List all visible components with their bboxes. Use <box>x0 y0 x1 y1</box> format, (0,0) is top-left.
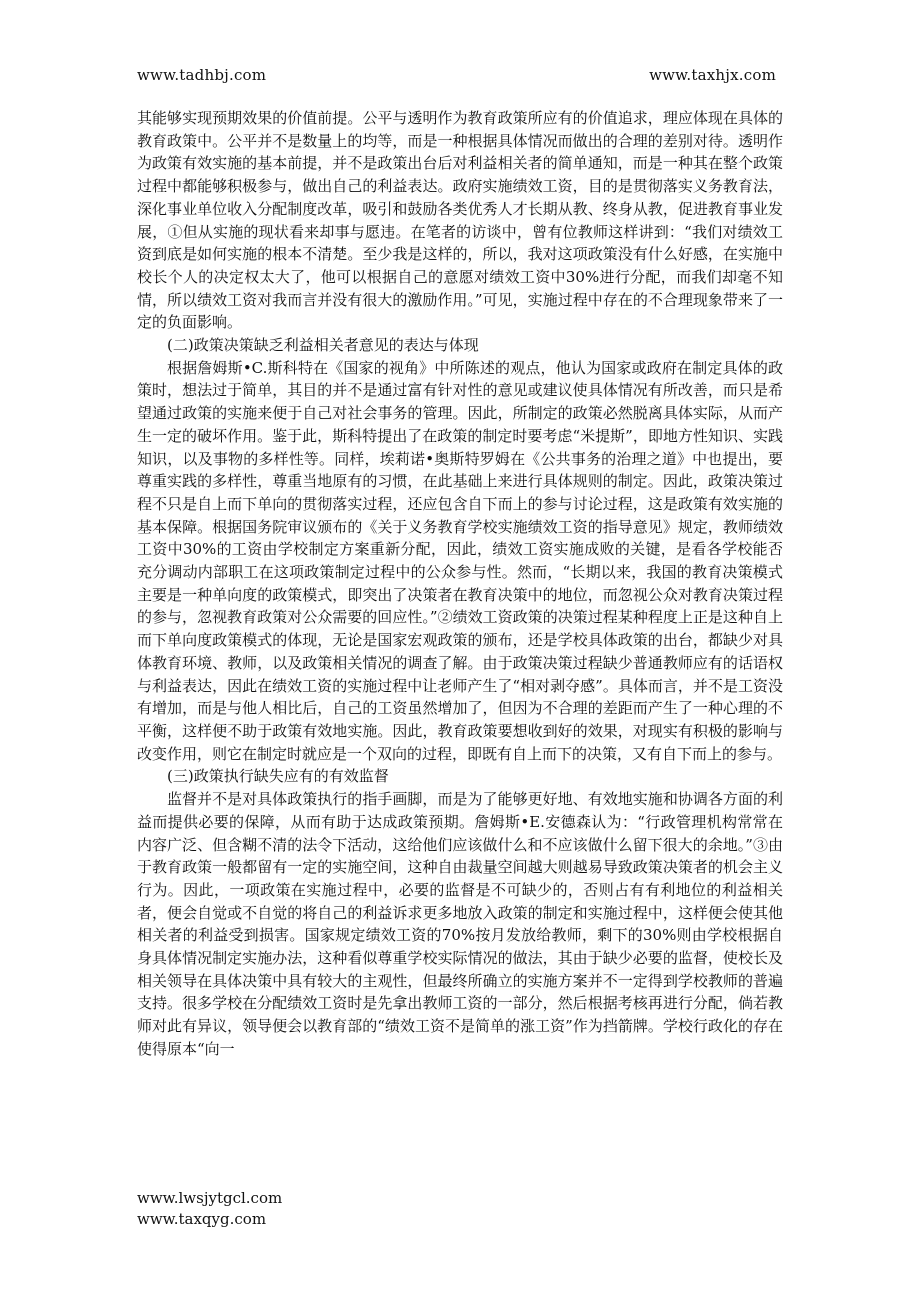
footer-links <box>137 1188 282 1230</box>
footer-link-1[interactable]: www.lwsjytgcl.com <box>137 1189 283 1207</box>
footer-link-2[interactable]: www.taxqyg.com <box>137 1210 267 1228</box>
paragraph-section-2: 根据詹姆斯•C.斯科特在《国家的视角》中所陈述的观点，他认为国家或政府在制定具体的政策时，想法过于简单，其目的并不是通过富有针对性的意见或建议使具体情况有所改善，而只是希望通过政策的实施来便于自己对社会事务的管理。因此，所制定的政策必然脱离具体实际，从而产生一定的破坏作用。鉴于此，斯科特提出了在政策的制定时要考虑“米提斯”，即地方性知识、实践知识，以及事物的多样性等。同样，埃莉诺•奥斯特罗姆在《公共事务的治理之道》中也提出，要尊重实践的多样性，尊重当地原有的习惯，在此基础上来进行具体规则的制定。因此，政策决策过程不只是自上而下单向的贯彻落实过程，还应包含自下而上的参与讨论过程，这是政策有效实施的基本保障。根据国务院审议颁布的《关于义务教育学校实施绩效工资的指导意见》规定，教师绩效工资中30%的工资由学校制定方案重新分配，因此，绩效工资实施成败的关键，是看各学校能否充分调动内部职工在这项政策制定过程中的公众参与性。然而，“长期以来，我国的教育决策模式主要是一种单向度的政策模式，即突出了决策者在教育决策中的地位，而忽视公众对教育决策过程的参与，忽视教育政策对公众需要的回应性。”②绩效工资政策的决策过程某种程度上正是这种自上而下单向度政策模式的体现，无论是国家宏观政策的颁布，还是学校具体政策的出台，都缺少对具体教育环境、教师，以及政策相关情况的调查了解。由于政策决策过程缺少普通教师应有的话语权与利益表达，因此在绩效工资的实施过程中让老师产生了“相对剥夺感”。具体而言，并不是工资没有增加，而是与他人相比后，自己的工资虽然增加了，但因为不合理的差距而产生了一种心理的不平衡，这样便不助于政策有效地实施。因此，教育政策要想收到好的效果，对现实有积极的影响与改变作用，则它在制定时就应是一个双向的过程，即既有自上而下的决策，又有自下而上的参与。 <box>137 358 783 763</box>
header-right-link[interactable]: www.taxhjx.com <box>649 66 776 84</box>
section-heading-3: (三)政策执行缺失应有的有效监督 <box>167 767 389 786</box>
section-heading-2: (二)政策决策缺乏利益相关者意见的表达与体现 <box>167 336 479 355</box>
paragraph-continuation: 其能够实现预期效果的价值前提。公平与透明作为教育政策所应有的价值追求，理应体现在具体的教育政策中。公平并不是数量上的均等，而是一种根据具体情况而做出的合理的差别对待。透明作为政策有效实施的基本前提，并不是政策出台后对利益相关者的简单通知，而是一种其在整个政策过程中都能够积极参与，做出自己的利益表达。政府实施绩效工资，目的是贯彻落实义务教育法，深化事业单位收入分配制度改革，吸引和鼓励各类优秀人才长期从教、终身从教，促进教育事业发展，①但从实施的现状看来却事与愿违。在笔者的访谈中，曾有位教师这样讲到：“我们对绩效工资到底是如何实施的根本不清楚。至少我是这样的，所以，我对这项政策没有什么好感，在实施中校长个人的决定权太大了，他可以根据自己的意愿对绩效工资中30%进行分配，而我们却毫不知情，所以绩效工资对我而言并没有很大的激励作用。”可见，实施过程中存在的不合理现象带来了一定的负面影响。 <box>137 109 783 332</box>
paragraph-section-3: 监督并不是对具体政策执行的指手画脚，而是为了能够更好地、有效地实施和协调各方面的利益而提供必要的保障，从而有助于达成政策预期。詹姆斯•E.安德森认为：“行政管理机构常常在内容广泛、但含糊不清的法令下活动，这给他们应该做什么和不应该做什么留下很大的余地。”③由于教育政策一般都留有一定的实施空间，这种自由裁量空间越大则越易导致政策决策者的机会主义行为。因此，一项政策在实施过程中，必要的监督是不可缺少的，否则占有有利地位的利益相关者，便会自觉或不自觉的将自己的利益诉求更多地放入政策的制定和实施过程中，这样便会使其他相关者的利益受到损害。国家规定绩效工资的70%按月发放给教师，剩下的30%则由学校根据自身具体情况制定实施办法，这种看似尊重学校实际情况的做法，其由于缺少必要的监督，使校长及相关领导在具体决策中具有较大的主观性，但最终所确立的实施方案并不一定得到学校教师的普遍支持。很多学校在分配绩效工资时是先拿出教师工资的一部分，然后根据考核再进行分配，倘若教师对此有异议，领导便会以教育部的“绩效工资不是简单的涨工资”作为挡箭牌。学校行政化的存在使得原本“向一 <box>137 790 783 1058</box>
document-body <box>137 107 783 1061</box>
header-left-link[interactable]: www.tadhbj.com <box>137 66 267 84</box>
